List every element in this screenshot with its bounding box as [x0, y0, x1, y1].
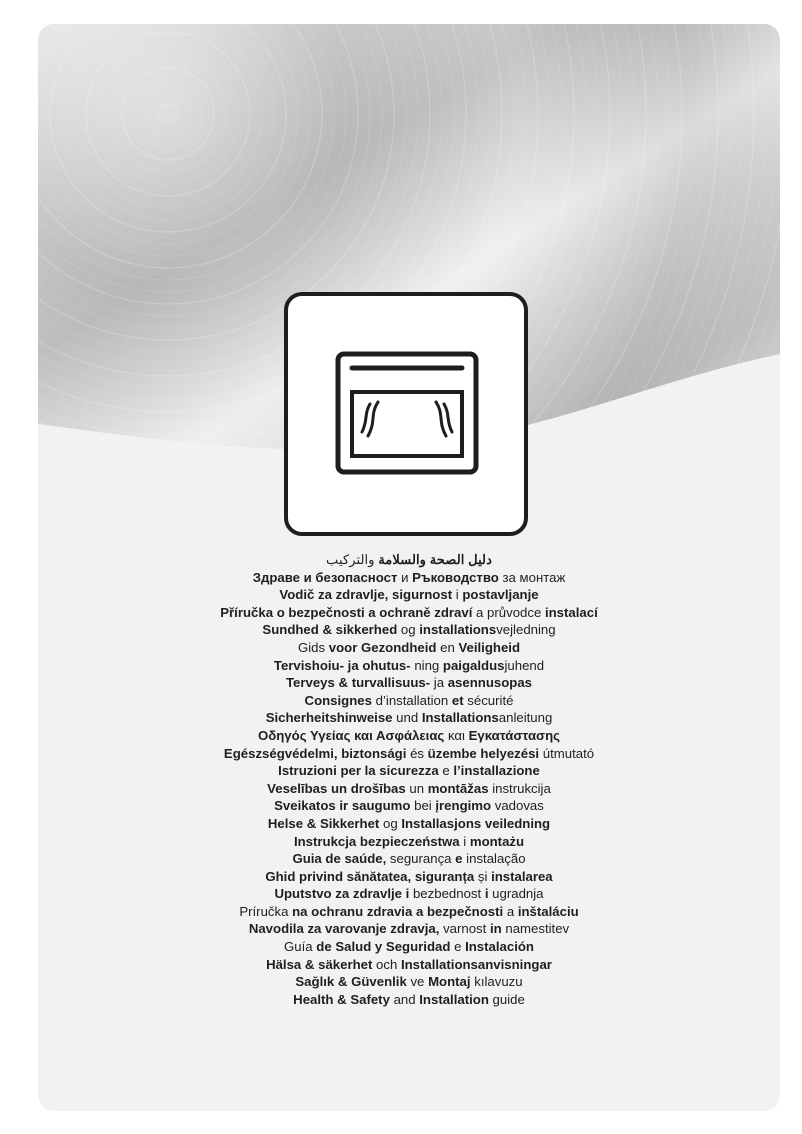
title-bold-segment: Navodila za varovanje zdravja,: [248, 921, 440, 937]
title-bold-segment: Installationsanvisningar: [400, 956, 552, 972]
title-bold-segment: Sicherheitshinweise: [265, 710, 393, 726]
title-segment: útmutató: [539, 745, 595, 761]
title-segment: a: [503, 903, 518, 919]
title-bold-segment: na ochranu zdravia a bezpečnosti: [292, 903, 504, 919]
oven-icon-frame: [284, 292, 528, 536]
title-bold-segment: Hälsa & säkerhet: [266, 956, 373, 972]
title-line: [38, 745, 780, 763]
title-line: [38, 885, 780, 903]
title-line: [38, 639, 780, 657]
title-segment: والتركيب: [326, 552, 375, 567]
title-segment: Guía: [284, 939, 317, 955]
title-segment: sécurité: [463, 692, 514, 708]
cover-card: [38, 24, 780, 1111]
title-line: [38, 692, 780, 710]
title-segment: i: [459, 833, 470, 849]
title-bold-segment: دليل الصحة: [429, 552, 492, 567]
title-segment: Príručka: [239, 903, 293, 919]
title-segment: d’installation: [371, 692, 452, 708]
title-segment: und: [392, 710, 422, 726]
title-segment: vejledning: [496, 622, 556, 638]
title-line: [38, 797, 780, 815]
title-bold-segment: i: [484, 886, 489, 902]
title-line: [38, 604, 780, 622]
title-segment: ugradnja: [488, 886, 544, 902]
title-line: [38, 850, 780, 868]
title-bold-segment: įrengimo: [435, 798, 492, 814]
title-bold-segment: instalarea: [491, 868, 553, 884]
title-bold-segment: Veselības un drošības: [267, 780, 406, 796]
title-bold-segment: l’installazione: [453, 763, 540, 779]
title-segment: och: [372, 956, 401, 972]
title-segment: juhend: [504, 657, 545, 673]
title-line: [38, 709, 780, 727]
title-segment: instrukcija: [488, 780, 551, 796]
title-segment: varnost: [439, 921, 490, 937]
title-bold-segment: والسلامة: [374, 552, 430, 567]
title-line: [38, 868, 780, 886]
title-segment: en: [436, 639, 459, 655]
title-bold-segment: e: [455, 851, 463, 867]
title-line: [38, 938, 780, 956]
title-bold-segment: postavljanje: [462, 587, 539, 603]
title-bold-segment: Uputstvo za zdravlje i: [274, 886, 410, 902]
title-segment: og: [397, 622, 420, 638]
title-bold-segment: inštaláciu: [517, 903, 579, 919]
title-line: [38, 551, 780, 569]
title-segment: segurança: [386, 851, 456, 867]
title-line: [38, 569, 780, 587]
title-segment: kılavuzu: [470, 974, 523, 990]
title-segment: e: [438, 763, 454, 779]
title-line: [38, 973, 780, 991]
title-segment: vadovas: [491, 798, 544, 814]
title-bold-segment: Instrukcja bezpieczeństwa: [293, 833, 460, 849]
title-segment: ve: [406, 974, 429, 990]
title-bold-segment: montażu: [469, 833, 525, 849]
title-segment: og: [379, 815, 402, 831]
title-line: [38, 727, 780, 745]
title-segment: за монтаж: [498, 569, 566, 585]
title-segment: ja: [430, 675, 448, 691]
title-segment: namestitev: [501, 921, 570, 937]
title-bold-segment: Ghid privind sănătatea, siguranța: [265, 868, 475, 884]
title-bold-segment: Veiligheid: [458, 639, 521, 655]
title-segment: bei: [410, 798, 436, 814]
title-bold-segment: montāžas: [427, 780, 489, 796]
title-bold-segment: Sveikatos ir saugumo: [274, 798, 411, 814]
title-segment: и: [397, 569, 413, 585]
title-bold-segment: asennusopas: [447, 675, 533, 691]
title-segment: un: [405, 780, 428, 796]
title-segment: and: [389, 991, 420, 1007]
title-bold-segment: Vodič za zdravlje, sigurnost: [279, 587, 453, 603]
title-line: [38, 833, 780, 851]
title-segment: a průvodce: [472, 604, 545, 620]
title-segment: e: [450, 939, 466, 955]
title-segment: guide: [488, 991, 525, 1007]
title-line: [38, 815, 780, 833]
title-line: [38, 903, 780, 921]
title-bold-segment: in: [489, 921, 502, 937]
oven-icon: [332, 348, 482, 478]
title-bold-segment: Guia de saúde,: [292, 851, 387, 867]
title-line: [38, 991, 780, 1009]
title-bold-segment: de Salud y Seguridad: [316, 939, 451, 955]
title-bold-segment: Helse & Sikkerhet: [267, 815, 380, 831]
title-bold-segment: üzembe helyezési: [427, 745, 540, 761]
title-bold-segment: Tervishoiu- ja ohutus-: [273, 657, 411, 673]
title-segment: és: [406, 745, 428, 761]
title-bold-segment: Health & Safety: [293, 991, 390, 1007]
title-bold-segment: Здраве и безопасност: [252, 569, 398, 585]
title-bold-segment: Istruzioni per la sicurezza: [278, 763, 439, 779]
title-segment: i: [452, 587, 463, 603]
title-segment: και: [444, 727, 469, 743]
title-bold-segment: Egészségvédelmi, biztonsági: [223, 745, 407, 761]
title-line: [38, 780, 780, 798]
multilingual-title-list: [38, 551, 780, 1008]
title-bold-segment: Installation: [419, 991, 489, 1007]
title-line: [38, 762, 780, 780]
title-segment: instalação: [462, 851, 526, 867]
title-bold-segment: Consignes: [304, 692, 372, 708]
title-bold-segment: Instalación: [465, 939, 534, 955]
title-bold-segment: Sağlık & Güvenlik: [295, 974, 407, 990]
title-bold-segment: Εγκατάστασης: [468, 727, 560, 743]
title-line: [38, 586, 780, 604]
title-line: [38, 657, 780, 675]
title-bold-segment: Ръководство: [412, 569, 499, 585]
title-segment: și: [474, 868, 492, 884]
title-line: [38, 956, 780, 974]
title-bold-segment: Montaj: [428, 974, 471, 990]
title-bold-segment: et: [451, 692, 464, 708]
title-bold-segment: instalací: [544, 604, 598, 620]
title-bold-segment: Installasjons veiledning: [401, 815, 551, 831]
title-segment: anleitung: [498, 710, 553, 726]
title-segment: Gids: [297, 639, 329, 655]
title-bold-segment: voor Gezondheid: [328, 639, 437, 655]
title-bold-segment: paigaldus: [442, 657, 505, 673]
title-line: [38, 621, 780, 639]
title-bold-segment: Installations: [421, 710, 499, 726]
title-bold-segment: Sundhed & sikkerhed: [262, 622, 398, 638]
title-line: [38, 674, 780, 692]
title-bold-segment: Οδηγός Υγείας και Ασφάλειας: [258, 727, 445, 743]
title-bold-segment: installations: [419, 622, 497, 638]
title-line: [38, 920, 780, 938]
title-segment: ning: [410, 657, 443, 673]
title-bold-segment: Příručka o bezpečnosti a ochraně zdraví: [220, 604, 473, 620]
title-segment: bezbednost: [409, 886, 485, 902]
title-bold-segment: Terveys & turvallisuus-: [285, 675, 431, 691]
